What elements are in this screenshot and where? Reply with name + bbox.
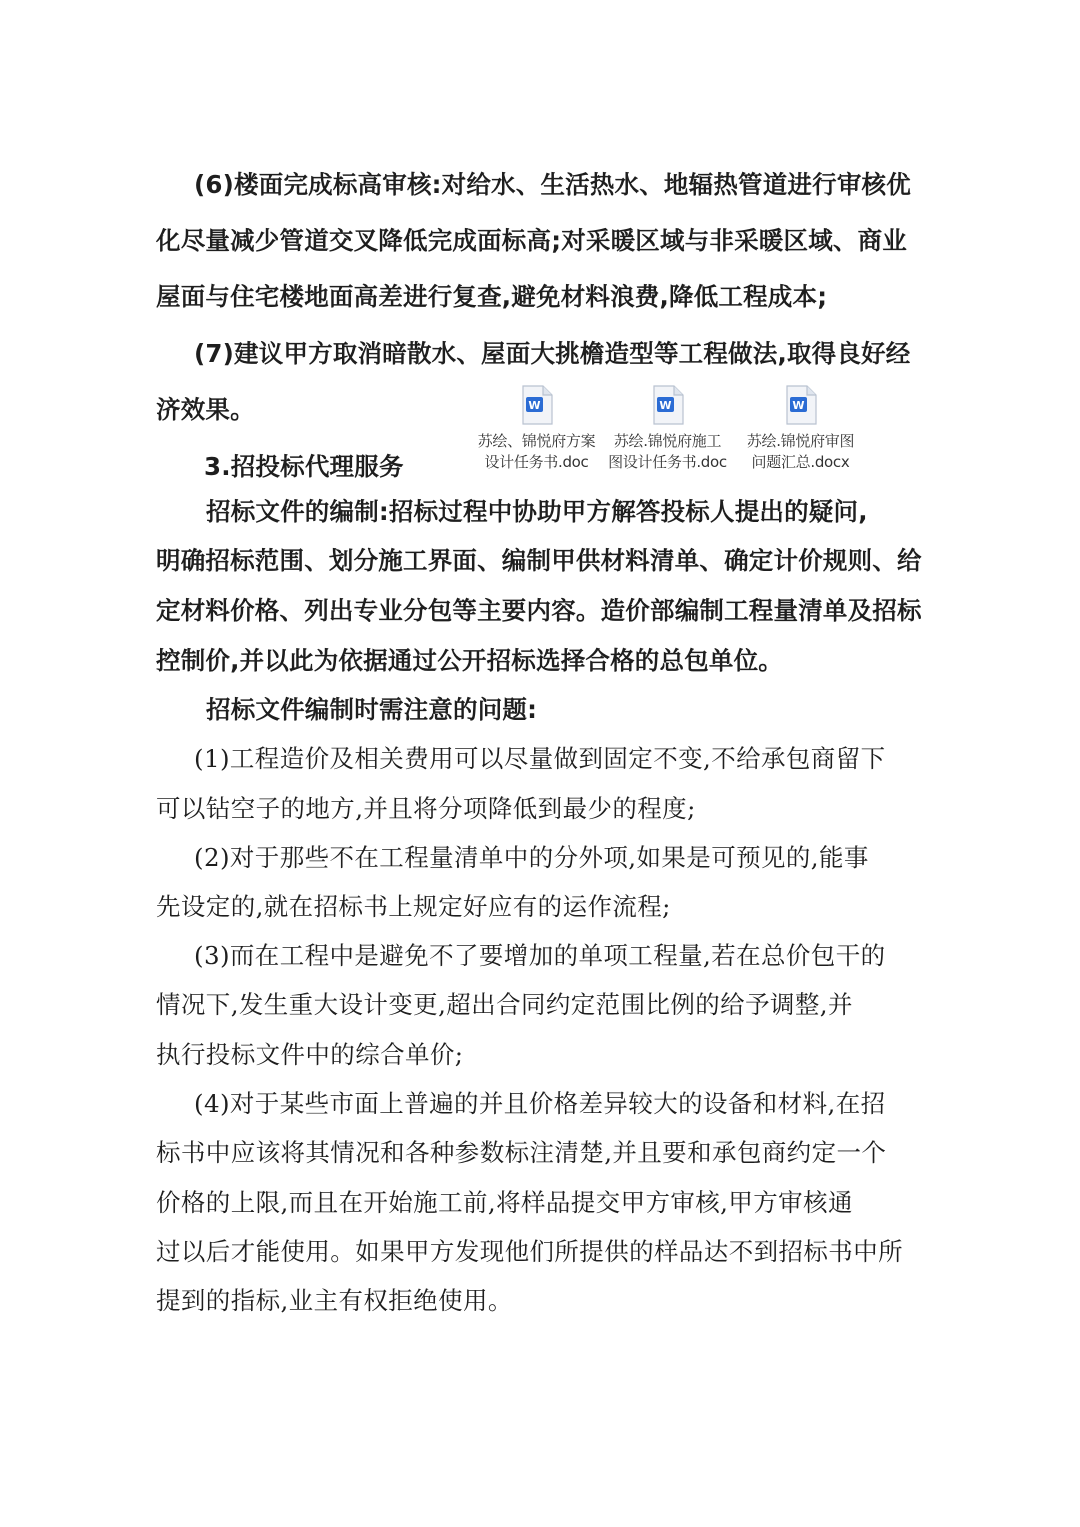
svg-text:W: W	[791, 399, 805, 412]
attachment-name-line1: 苏绘.锦悦府审图	[746, 432, 855, 450]
attachment-item[interactable]	[733, 385, 868, 473]
svg-text:W: W	[658, 399, 672, 412]
svg-text:W: W	[527, 399, 541, 412]
paragraph-line: (3)而在工程中是避免不了要增加的单项工程量,若在总价包干的	[194, 941, 886, 970]
paragraph-line: 先设定的,就在招标书上规定好应有的运作流程;	[156, 892, 671, 921]
paragraph-line: 济效果。	[156, 395, 255, 424]
attachment-name-line1: 苏绘、锦悦府方案	[477, 432, 596, 450]
attachment-name-line2: 问题汇总.docx	[751, 453, 850, 471]
section-heading: 3.招投标代理服务	[204, 452, 404, 481]
paragraph-line: 控制价,并以此为依据通过公开招标选择合格的总包单位。	[156, 646, 784, 675]
paragraph-line: 明确招标范围、划分施工界面、编制甲供材料清单、确定计价规则、给	[156, 546, 922, 575]
paragraph-line: 执行投标文件中的综合单价;	[156, 1040, 464, 1069]
paragraph-line: 价格的上限,而且在开始施工前,将样品提交甲方审核,甲方审核通	[156, 1188, 853, 1217]
paragraph-line: (6)楼面完成标高审核:对给水、生活热水、地辐热管道进行审核优	[194, 170, 911, 199]
paragraph-line: 过以后才能使用。如果甲方发现他们所提供的样品达不到招标书中所	[156, 1237, 903, 1266]
word-doc-icon	[785, 385, 817, 425]
paragraph-line: (4)对于某些市面上普遍的并且价格差异较大的设备和材料,在招	[194, 1089, 886, 1118]
attachment-name-line2: 图设计任务书.doc	[608, 453, 727, 471]
subheading: 招标文件编制时需注意的问题:	[206, 695, 538, 724]
attachment-item[interactable]	[469, 385, 604, 473]
paragraph-line: 定材料价格、列出专业分包等主要内容。造价部编制工程量清单及招标	[156, 596, 922, 625]
paragraph-line: (2)对于那些不在工程量清单中的分外项,如果是可预见的,能事	[194, 843, 869, 872]
paragraph-line: 情况下,发生重大设计变更,超出合同约定范围比例的给予调整,并	[156, 990, 853, 1019]
attachment-item[interactable]	[600, 385, 735, 473]
attachment-name-line1: 苏绘.锦悦府施工	[613, 432, 722, 450]
attachment-name-line2: 设计任务书.doc	[484, 453, 589, 471]
paragraph-line: (1)工程造价及相关费用可以尽量做到固定不变,不给承包商留下	[194, 744, 886, 773]
word-doc-icon	[652, 385, 684, 425]
paragraph-line: 招标文件的编制:招标过程中协助甲方解答投标人提出的疑问,	[206, 497, 868, 526]
paragraph-line: 化尽量减少管道交叉降低完成面标高;对采暖区域与非采暖区域、商业	[156, 226, 907, 255]
paragraph-line: 标书中应该将其情况和各种参数标注清楚,并且要和承包商约定一个	[156, 1138, 887, 1167]
paragraph-line: 屋面与住宅楼地面高差进行复查,避免材料浪费,降低工程成本;	[156, 282, 828, 311]
paragraph-line: 可以钻空子的地方,并且将分项降低到最少的程度;	[156, 794, 696, 823]
paragraph-line: (7)建议甲方取消暗散水、屋面大挑檐造型等工程做法,取得良好经	[194, 339, 911, 368]
paragraph-line: 提到的指标,业主有权拒绝使用。	[156, 1286, 513, 1315]
word-doc-icon	[521, 385, 553, 425]
